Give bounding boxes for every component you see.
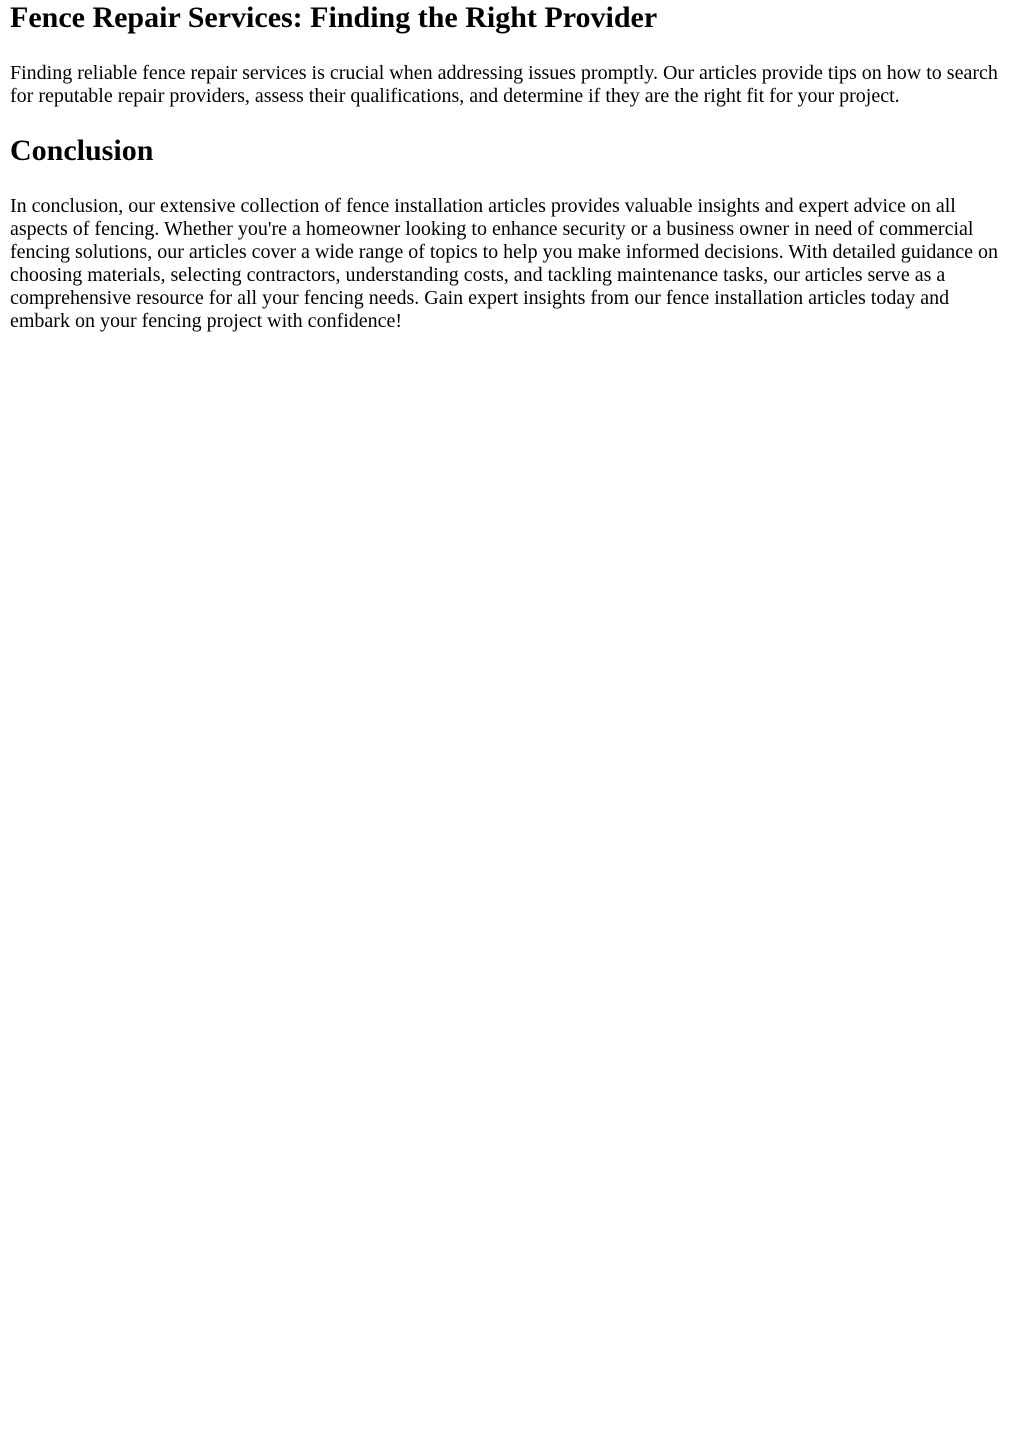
section-paragraph-conclusion: In conclusion, our extensive collection of fence installation articles provides valuable insights and expert advice on all aspects of fencing. Whether you're a homeowner looking to enhance security or a business owner in need of commercial fencing solutions, our articles cover a wide range of topics to help you make informed decisions. With detailed guidance on choosing materials, selecting contractors, understanding costs, and tackling maintenance tasks, our articles serve as a comprehensive resource for all your fencing needs. Gain expert insights from our fence installation articles today and embark on your fencing project with confidence! — [10, 195, 998, 332]
article-content — [10, 0, 1014, 333]
section-heading-conclusion: Conclusion — [10, 134, 154, 167]
section-heading-fence-repair: Fence Repair Services: Finding the Right Provider — [10, 1, 658, 34]
section-paragraph-fence-repair: Finding reliable fence repair services is crucial when addressing issues promptly. Our articles provide tips on how to search for reputable repair providers, assess their qualifications, and determine if they are the right fit for your project. — [10, 62, 998, 107]
